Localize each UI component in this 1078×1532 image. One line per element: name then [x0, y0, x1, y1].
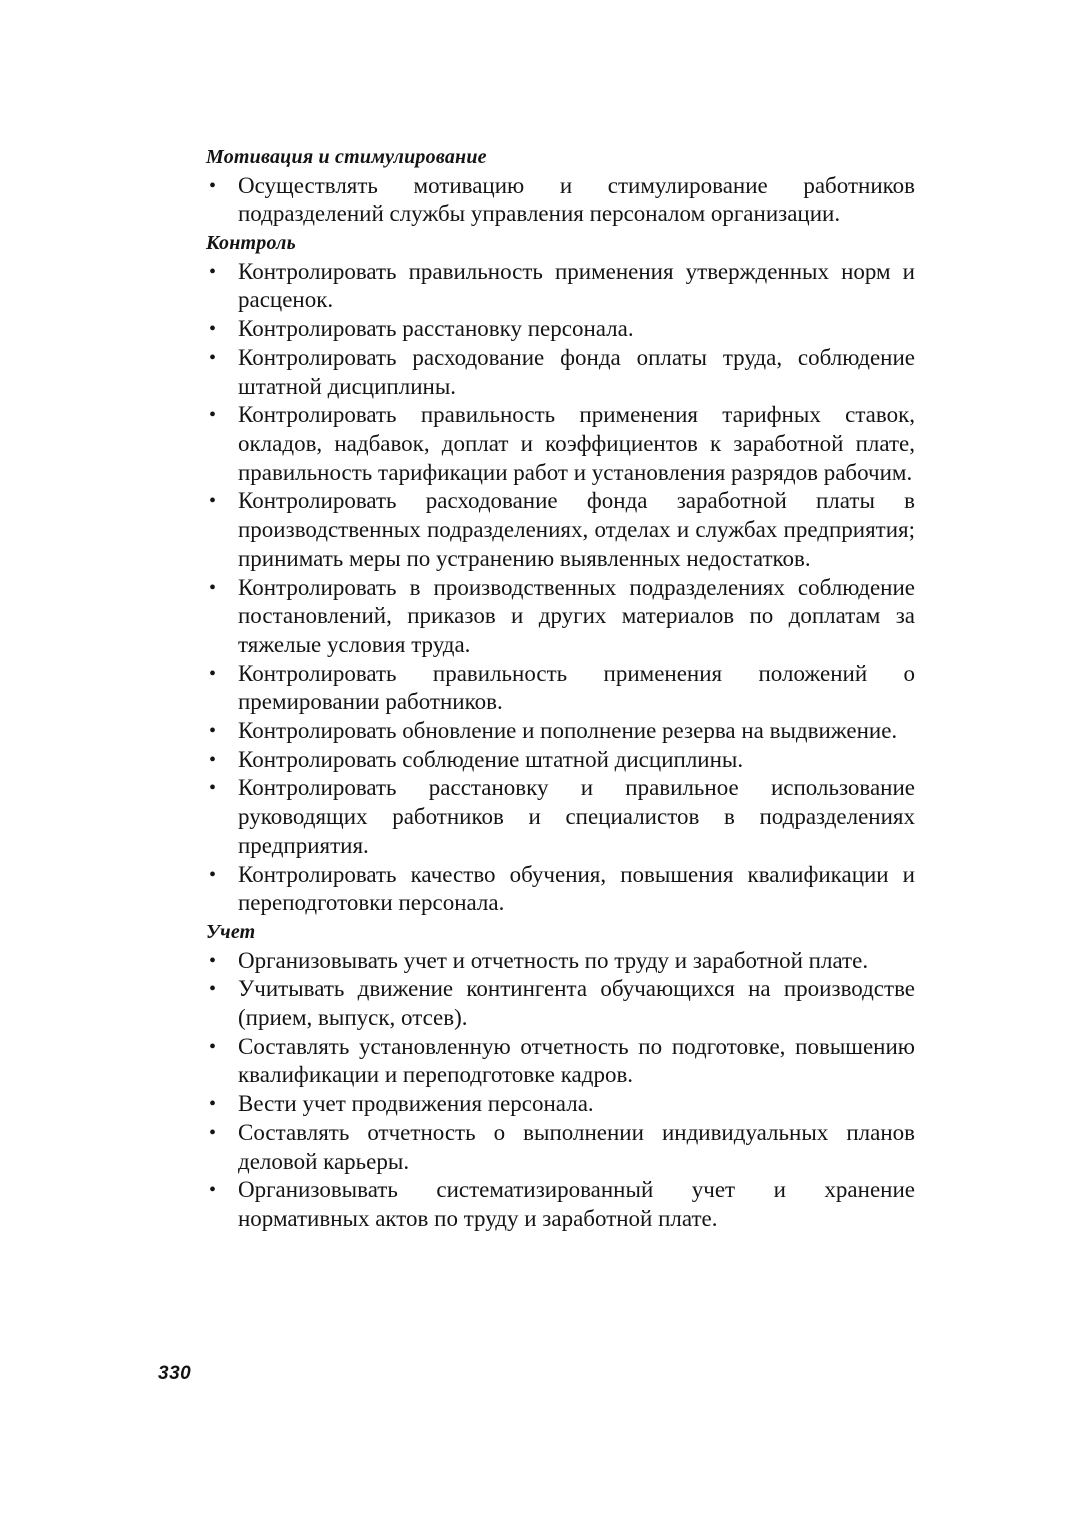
bullet-icon: •: [209, 318, 217, 341]
bullet-icon: •: [209, 260, 217, 283]
list-item-text: Организовывать учет и отчетность по труду и заработной плате.: [238, 947, 869, 973]
section-heading-accounting: Учет: [206, 920, 256, 943]
list-item-text: Вести учет продвижения персонала.: [238, 1091, 594, 1117]
control-list: [0, 258, 1078, 918]
bullet-icon: •: [209, 720, 217, 743]
list-item: [0, 1033, 915, 1090]
list-item: [0, 947, 915, 976]
list-item: [0, 487, 915, 573]
bullet-icon: •: [209, 662, 217, 685]
list-item-text: Контролировать правильность применения тарифных ставок, окладов, надбавок, доплат и коэффициентов к заработной плате, правильность тарификации работ и установления разрядов рабочим.: [238, 402, 915, 485]
list-item-text: Контролировать обновление и пополнение резерва на выдвижение.: [238, 718, 898, 744]
list-item-text: Контролировать правильность применения положений о премировании работников.: [238, 660, 915, 715]
bullet-icon: •: [209, 1179, 217, 1202]
list-item-text: Контролировать качество обучения, повышения квалификации и переподготовки персонала.: [238, 861, 915, 916]
page-body: [0, 143, 1078, 1234]
list-item: [0, 1176, 915, 1233]
motivation-list: [0, 172, 1078, 229]
list-item-text: Контролировать в производственных подразделениях соблюдение постановлений, приказов и других материалов по доплатам за тяжелые условия труда.: [238, 574, 915, 657]
bullet-icon: •: [209, 1121, 217, 1144]
list-item-text: Осуществлять мотивацию и стимулирование работников подразделений службы управления персоналом организации.: [238, 172, 915, 227]
list-item: [0, 315, 915, 344]
bullet-icon: •: [209, 1093, 217, 1116]
bullet-icon: •: [209, 174, 217, 197]
bullet-icon: •: [209, 978, 217, 1001]
list-item: [0, 660, 915, 717]
list-item-text: Составлять отчетность о выполнении индивидуальных планов деловой карьеры.: [238, 1119, 915, 1174]
list-item: [0, 258, 915, 315]
bullet-icon: •: [209, 748, 217, 771]
bullet-icon: •: [209, 1035, 217, 1058]
bullet-icon: •: [209, 863, 217, 886]
list-item: [0, 344, 915, 401]
list-item: [0, 1090, 915, 1119]
section-heading-control: Контроль: [206, 232, 296, 255]
bullet-icon: •: [209, 949, 217, 972]
list-item-text: Учитывать движение контингента обучающихся на производстве (прием, выпуск, отсев).: [238, 976, 915, 1031]
accounting-list: [0, 947, 1078, 1234]
page-number: 330: [158, 1363, 192, 1384]
list-item-text: Контролировать расходование фонда заработной платы в производственных подразделениях, отделах и службах предприятия; принимать меры по устранению выявленных недостатков.: [238, 488, 915, 571]
bullet-icon: •: [209, 576, 217, 599]
list-item-text: Контролировать расстановку и правильное использование руководящих работников и специалистов в подразделениях предприятия.: [238, 775, 915, 858]
list-item-text: Контролировать соблюдение штатной дисциплины.: [238, 746, 744, 772]
list-item-text: Составлять установленную отчетность по подготовке, повышению квалификации и переподготовке кадров.: [238, 1033, 915, 1088]
bullet-icon: •: [209, 490, 217, 513]
list-item: [0, 172, 915, 229]
bullet-icon: •: [209, 404, 217, 427]
list-item: [0, 774, 915, 860]
list-item-text: Контролировать расходование фонда оплаты труда, соблюдение штатной дисциплины.: [238, 344, 915, 399]
bullet-icon: •: [209, 777, 217, 800]
list-item-text: Контролировать расстановку персонала.: [238, 316, 634, 342]
list-item: [0, 574, 915, 660]
list-item-text: Организовывать систематизированный учет и хранение нормативных актов по труду и заработной плате.: [238, 1177, 915, 1231]
list-item-text: Контролировать правильность применения утвержденных норм и расценок.: [238, 258, 915, 313]
list-item: [0, 861, 915, 918]
section-heading-motivation: Мотивация и стимулирование: [206, 146, 487, 168]
list-item: [0, 746, 915, 775]
list-item: [0, 1119, 915, 1176]
list-item: [0, 975, 915, 1032]
list-item: [0, 401, 915, 487]
list-item: [0, 717, 915, 746]
bullet-icon: •: [209, 346, 217, 369]
